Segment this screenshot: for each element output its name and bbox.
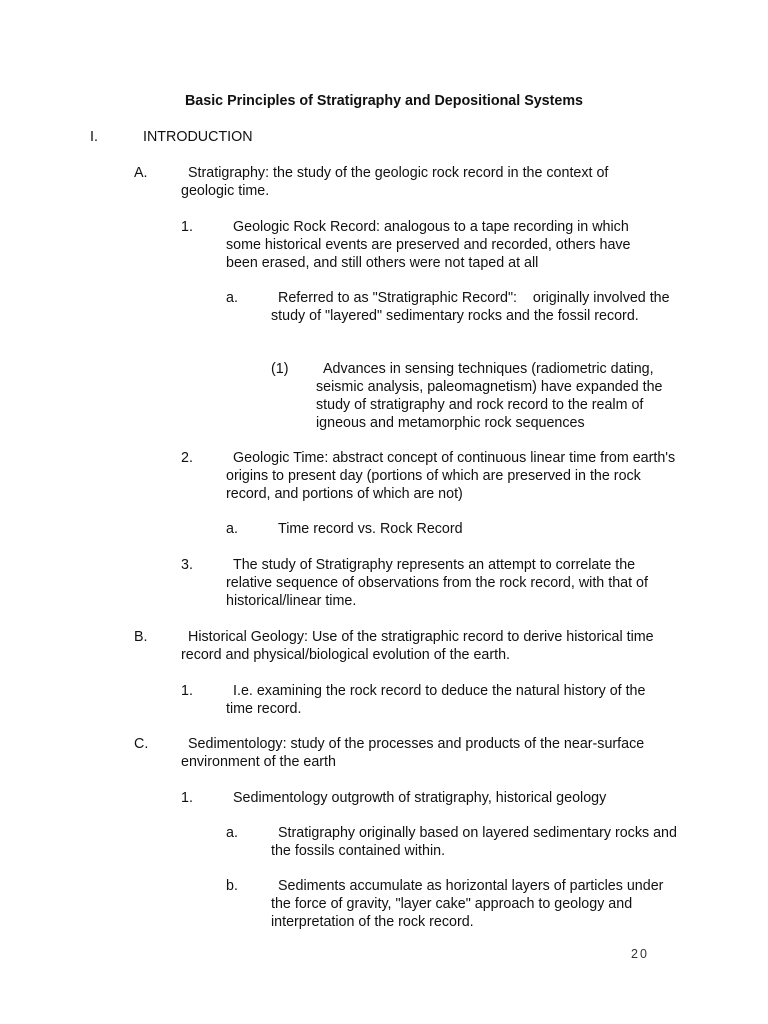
outline-item-A2 (181, 449, 688, 503)
outline-label: b. (226, 878, 238, 894)
outline-item-A1a1 (271, 360, 681, 432)
outline-label: 1. (181, 683, 193, 699)
outline-text: Stratigraphy: the study of the geologic rock record in the context of geologic time. (181, 165, 609, 199)
outline-text: Advances in sensing techniques (radiometric dating, seismic analysis, paleomagnetism) have expanded the study of stratigraphy and rock record to the realm of igneous and metamorphic rock sequences (316, 361, 663, 431)
outline-item-C (134, 735, 676, 771)
outline-label: C. (134, 736, 149, 752)
outline-text: Stratigraphy originally based on layered sedimentary rocks and the fossils contained within. (271, 825, 677, 859)
outline-item-A (134, 164, 646, 200)
outline-text: Time record vs. Rock Record (278, 521, 463, 537)
outline-text: Sedimentology: study of the processes and products of the near-surface environment of the earth (181, 736, 645, 770)
outline-text: Sediments accumulate as horizontal layers of particles under the force of gravity, "layer cake" approach to geology and interpretation of the rock record. (271, 878, 664, 930)
outline-text: Historical Geology: Use of the stratigraphic record to derive historical time record and physical/biological evolution of the earth. (181, 629, 654, 663)
outline-item-C1b (226, 877, 681, 931)
outline-item-A2a (226, 520, 671, 538)
outline-item-A1a (226, 289, 671, 325)
outline-text: Geologic Time: abstract concept of continuous linear time from earth's origins to present day (portions of which are preserved in the rock record, and portions of which are not) (226, 450, 676, 502)
page-number: 20 (631, 947, 649, 961)
outline-text: Referred to as "Stratigraphic Record": originally involved the study of "layered" sedimentary rocks and the fossil record. (271, 290, 670, 324)
outline-item-B (134, 628, 681, 664)
outline-item-A1 (181, 218, 663, 272)
document-title: Basic Principles of Stratigraphy and Depositional Systems (184, 93, 584, 109)
outline-label: 1. (181, 790, 193, 806)
outline-label: a. (226, 521, 238, 537)
outline-text: Sedimentology outgrowth of stratigraphy, historical geology (233, 790, 607, 806)
outline-item-I (90, 128, 703, 146)
outline-label: 2. (181, 450, 193, 466)
outline-label: 1. (181, 219, 193, 235)
outline-label: a. (226, 825, 238, 841)
outline-text: I.e. examining the rock record to deduce the natural history of the time record. (226, 683, 646, 717)
outline-label: A. (134, 165, 148, 181)
outline-item-A3 (181, 556, 678, 610)
outline-item-B1 (181, 682, 676, 718)
outline-item-C1a (226, 824, 681, 860)
outline-label: B. (134, 629, 148, 645)
outline-text: Geologic Rock Record: analogous to a tape recording in which some historical events are preserved and recorded, others have been erased, and still others were not taped at all (226, 219, 631, 271)
outline-text: The study of Stratigraphy represents an attempt to correlate the relative sequence of observations from the rock record, with that of historical/linear time. (226, 557, 648, 609)
outline-text: INTRODUCTION (143, 129, 253, 145)
outline-item-C1 (181, 789, 676, 807)
outline-label: 3. (181, 557, 193, 573)
outline-label: I. (90, 129, 98, 145)
outline-label: a. (226, 290, 238, 306)
outline-label: (1) (271, 361, 289, 377)
